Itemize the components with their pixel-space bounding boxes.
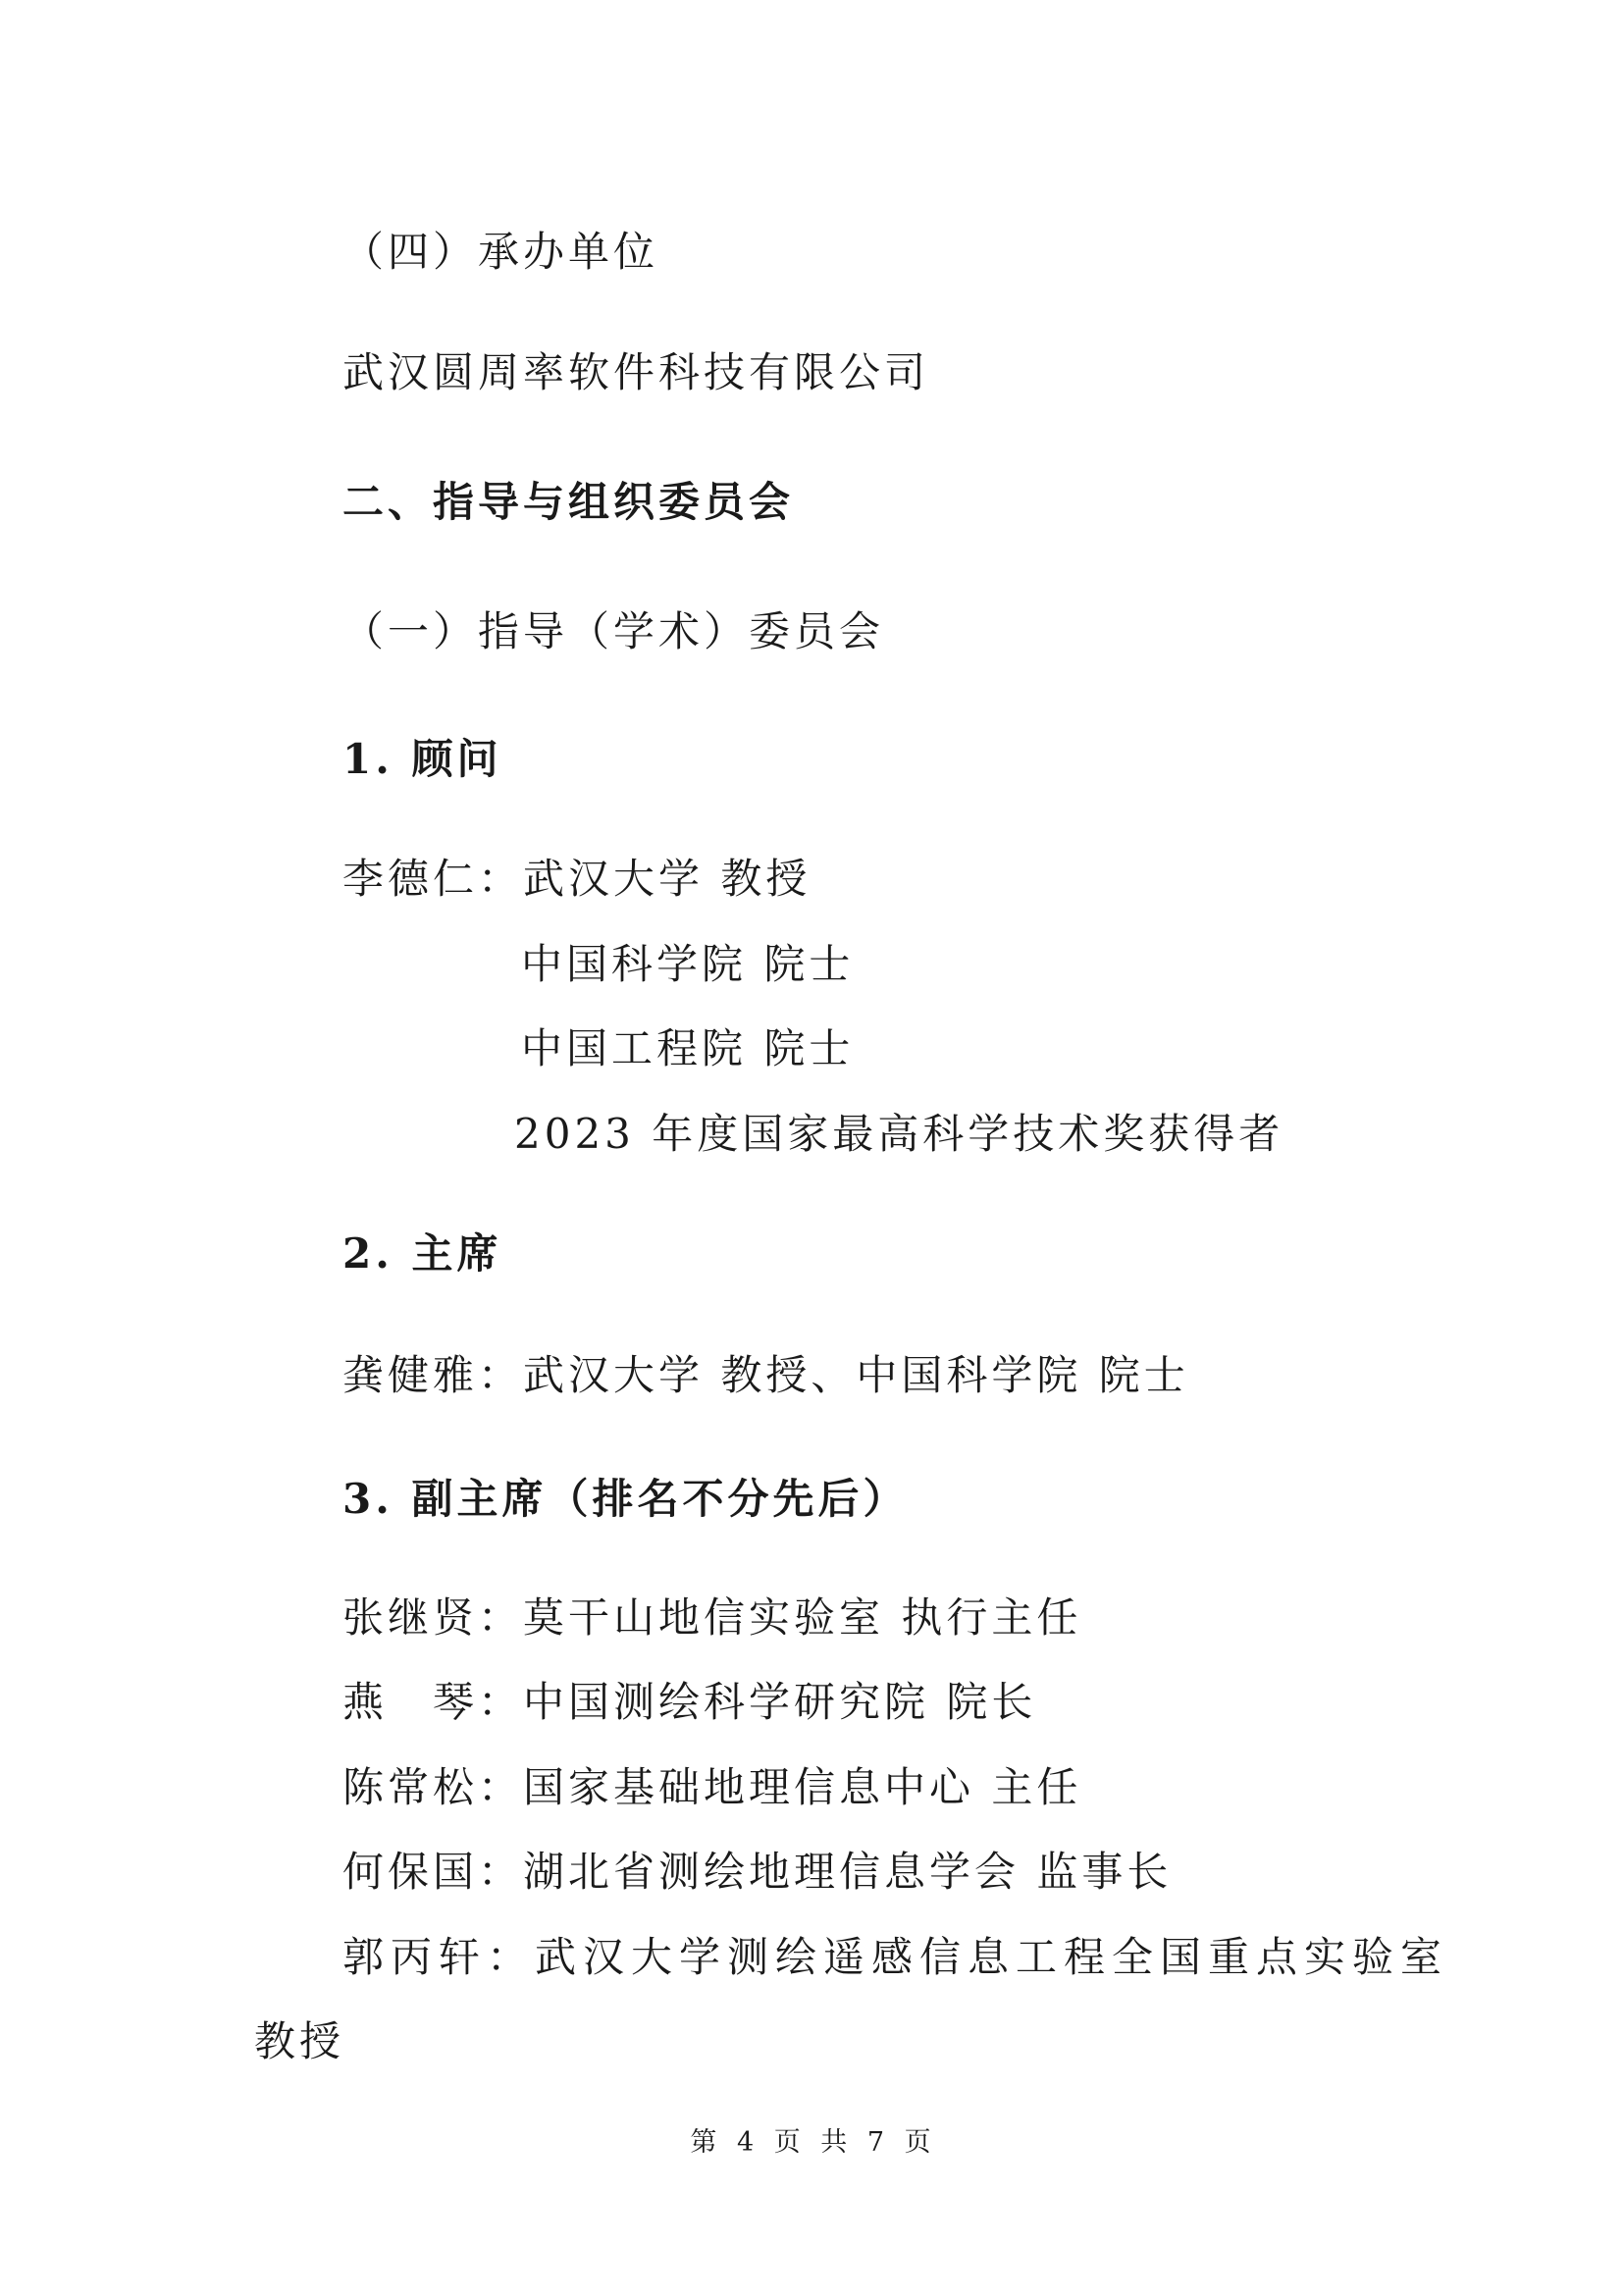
- vice-chair-heading: 3. 副主席（排名不分先后）: [342, 1475, 909, 1523]
- vice-chair-line: 燕 琴：中国测绘科学研究院 院长: [342, 1678, 1037, 1726]
- advisor-line: 中国工程院 院士: [521, 1024, 855, 1072]
- chair-heading: 2. 主席: [342, 1229, 502, 1278]
- vice-chair-line: 何保国：湖北省测绘地理信息学会 监事长: [342, 1848, 1173, 1896]
- vice-chair-line: 张继贤：莫干山地信实验室 执行主任: [342, 1593, 1082, 1642]
- advisor-line: 李德仁：武汉大学 教授: [342, 855, 812, 903]
- page-number: 第 4 页 共 7 页: [690, 2127, 933, 2158]
- vice-chair-line-continuation: 教授: [254, 2017, 345, 2065]
- vice-chair-line: 郭丙轩：武汉大学测绘遥感信息工程全国重点实验室: [342, 1933, 1449, 1981]
- undertaker-name: 武汉圆周率软件科技有限公司: [342, 348, 930, 396]
- advisor-heading: 1. 顾问: [342, 735, 502, 783]
- subsection-heading-guidance: （一）指导（学术）委员会: [342, 607, 885, 655]
- section-heading-committee: 二、指导与组织委员会: [342, 478, 795, 526]
- vice-chair-line: 陈常松：国家基础地理信息中心 主任: [342, 1763, 1082, 1811]
- advisor-line: 2023 年度国家最高科学技术奖获得者: [514, 1110, 1284, 1158]
- undertaker-heading: （四）承办单位: [342, 228, 659, 276]
- page-footer: [0, 2125, 1623, 2161]
- advisor-line: 中国科学院 院士: [521, 940, 855, 988]
- chair-line: 龚健雅：武汉大学 教授、中国科学院 院士: [342, 1351, 1189, 1399]
